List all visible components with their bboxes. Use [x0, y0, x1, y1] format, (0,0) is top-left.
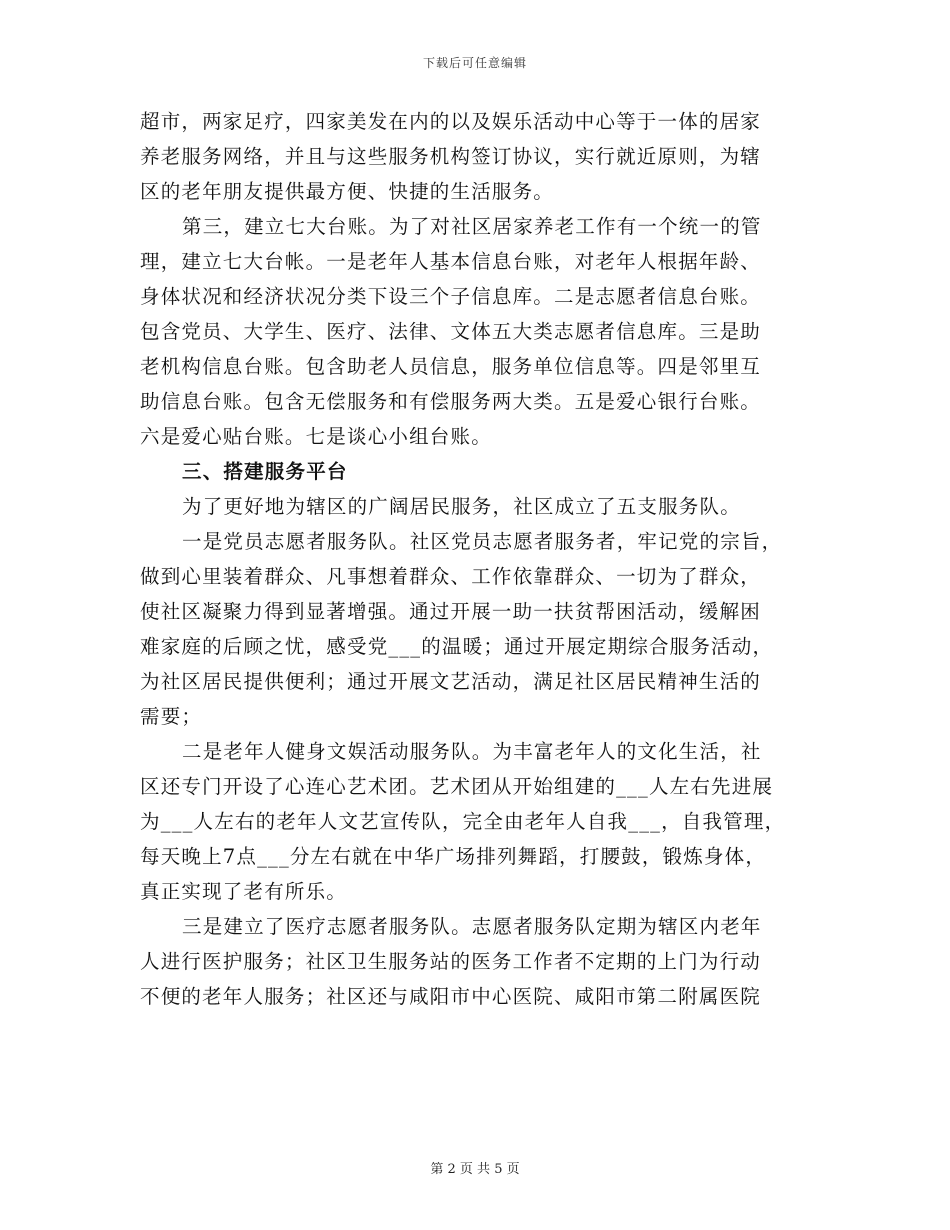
paragraph-line: 一是党员志愿者服务队。社区党员志愿者服务者，牢记党的宗旨，: [182, 530, 783, 553]
paragraph-line: 真正实现了老有所乐。: [140, 880, 348, 903]
paragraph-line: 需要；: [140, 705, 203, 728]
page-number-footer: 第 2 页 共 5 页: [430, 1162, 520, 1177]
page-header: 下载后可任意编辑: [422, 56, 527, 70]
paragraph-line: 每天晚上7点___分左右就在中华广场排列舞蹈，打腰鼓，锻炼身体，: [140, 845, 767, 868]
paragraph-line: 二是老年人健身文娱活动服务队。为丰富老年人的文化生活，社: [182, 740, 762, 763]
paragraph-line: 做到心里装着群众、凡事想着群众、工作依靠群众、一切为了群众，: [140, 565, 762, 588]
paragraph-line: 助信息台账。包含无偿服务和有偿服务两大类。五是爱心银行台账。: [140, 390, 762, 413]
paragraph-line: 理，建立七大台帐。一是老年人基本信息台账，对老年人根据年龄、: [140, 250, 762, 273]
paragraph-line: 包含党员、大学生、医疗、法律、文体五大类志愿者信息库。三是助: [140, 320, 762, 343]
paragraph-line: 老机构信息台账。包含助老人员信息，服务单位信息等。四是邻里互: [140, 355, 762, 378]
paragraph-line: 六是爱心贴台账。七是谈心小组台账。: [140, 425, 492, 448]
paragraph-line: 三是建立了医疗志愿者服务队。志愿者服务队定期为辖区内老年: [182, 915, 762, 938]
body-text: [140, 104, 812, 1014]
paragraph-line: 超市，两家足疗，四家美发在内的以及娱乐活动中心等于一体的居家: [140, 110, 762, 133]
paragraph-line: 使社区凝聚力得到显著增强。通过开展一助一扶贫帮困活动，缓解困: [140, 600, 762, 623]
paragraph-line: 区的老年朋友提供最方便、快捷的生活服务。: [140, 180, 555, 203]
paragraph-line: 区还专门开设了心连心艺术团。艺术团从开始组建的___人左右先进展: [140, 775, 774, 798]
paragraph-line: 人进行医护服务；社区卫生服务站的医务工作者不定期的上门为行动: [140, 950, 762, 973]
paragraph-line: 为___人左右的老年人文艺宣传队，完全由老年人自我___，自我管理，: [140, 810, 786, 833]
paragraph-line: 难家庭的后顾之忧，感受党___的温暖；通过开展定期综合服务活动，: [140, 635, 774, 658]
paragraph-line: 为了更好地为辖区的广阔居民服务，社区成立了五支服务队。: [182, 495, 741, 518]
paragraph-line: 第三，建立七大台账。为了对社区居家养老工作有一个统一的管: [182, 215, 762, 238]
section-heading: 三、搭建服务平台: [182, 460, 348, 483]
paragraph-line: 为社区居民提供便利；通过开展文艺活动，满足社区居民精神生活的: [140, 670, 762, 693]
paragraph-line: 不便的老年人服务；社区还与咸阳市中心医院、咸阳市第二附属医院: [140, 985, 762, 1008]
paragraph-line: 养老服务网络，并且与这些服务机构签订协议，实行就近原则，为辖: [140, 145, 762, 168]
paragraph-line: 身体状况和经济状况分类下设三个子信息库。二是志愿者信息台账。: [140, 285, 762, 308]
